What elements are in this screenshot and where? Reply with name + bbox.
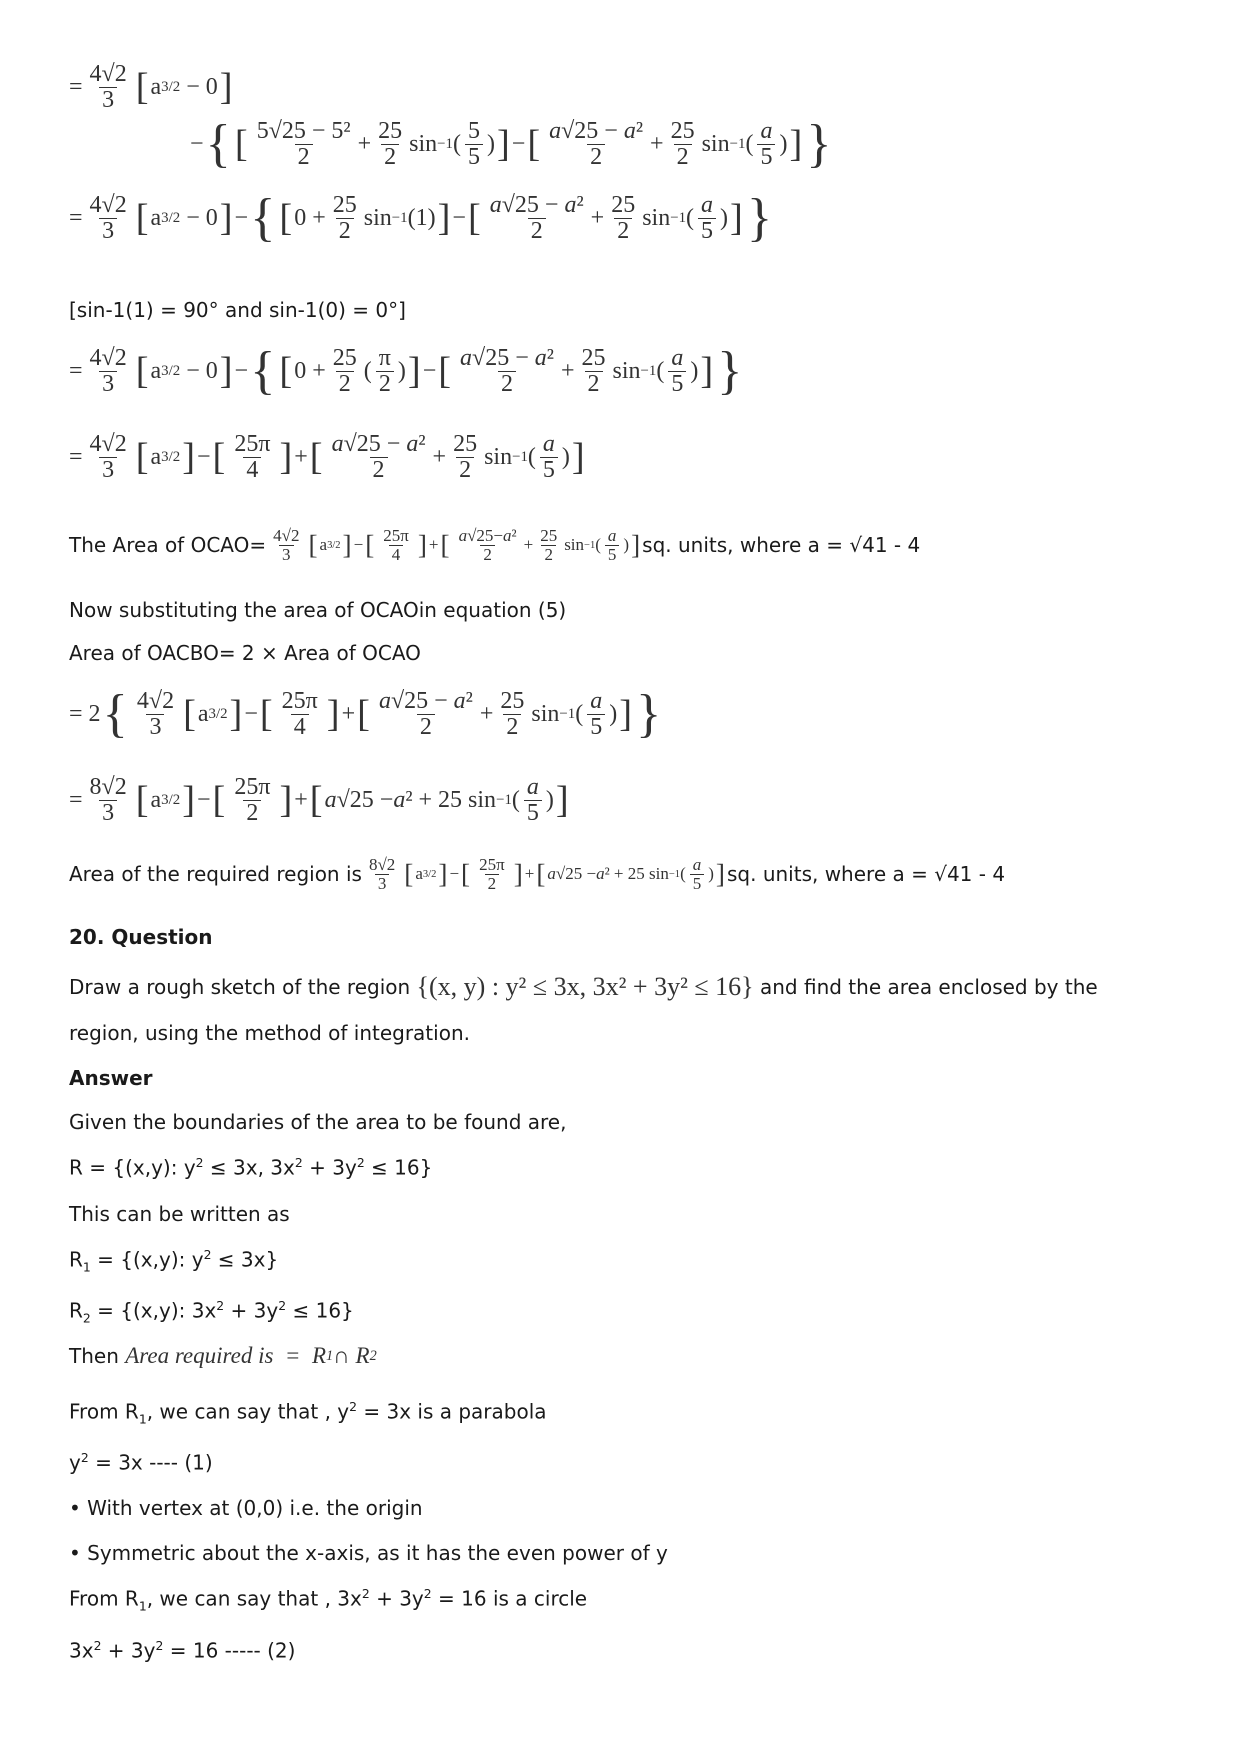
question-heading: [69, 925, 213, 949]
written-as-text: This can be written as: [69, 1202, 290, 1226]
sin-note-text: [sin-1(1) = 90° and sin-1(0) = 0°]: [69, 298, 406, 322]
question-line2-text: region, using the method of integration.: [69, 1021, 470, 1045]
area-oacbo-text: Area of OACBO= 2 × Area of OCAO: [69, 641, 421, 665]
substituting-text: Now substituting the area of OCAOin equation (5): [69, 598, 567, 622]
question-prefix: Draw a rough sketch of the region: [69, 975, 411, 999]
substituting-line: [69, 598, 566, 622]
r1-definition: $R_1 = \{(x,y)$: $y^2 \le 3x$}: [69, 1247, 279, 1275]
required-prefix: Area of the required region is: [69, 862, 362, 887]
bullet-vertex: [69, 1496, 423, 1520]
area-ocao-suffix: sq. units, where a = √41 - 4: [642, 533, 921, 558]
question-line-1: [69, 972, 1098, 1002]
area-ocao-prefix: The Area of OCAO=: [69, 533, 267, 558]
equation-line-3: = $\frac{4√2}{3}$ [ a 3/2 − 0 ] − { [ 0 + $\frac{25}{2}$ ( $\frac{\pi}{2}$ ) ] − [ $\frac{\text{a√25 − a²}}{2}$ + $\frac{25}{2}$ sin −1 ( $\frac{a}{5}$ ) ] }: [69, 342, 743, 400]
then-text: Then: [69, 1344, 119, 1368]
equation-line-2: = $\frac{4√2}{3}$ [ a 3/2 − 0 ] − { [ 0 + $\frac{25}{2}$ sin −1 (1) ] − [ $\frac{\text{a√25 − a²}}{2}$ + $\frac{25}{2}$ sin −1 ( $\frac{a}{5}$ ) ] }: [69, 189, 773, 247]
r2-definition: $R_2 = \{(x,y)$: $3x^2 + 3y^2 \le 16$}: [69, 1298, 354, 1326]
bullet-symmetric-text: • Symmetric about the x-axis, as it has the even power of y: [69, 1541, 668, 1565]
question-line-2: [69, 1021, 470, 1045]
required-formula: $\frac{8√2}{3}$ [ a 3/2 ] − [ $\frac{25\pi}{2}$ ] + [ a √25 − a ² + 25 sin −1 ( $\frac{a}{5}$ ) ]: [368, 855, 725, 893]
required-suffix: sq. units, where a = √41 - 4: [726, 862, 1006, 887]
equation-line-7: = $\frac{8√2}{3}$ [ a 3/2 ] − [ $\frac{25\pi}{2}$ ] + [ a √25 − a ² + 25 sin −1 ( $\frac{a}{5}$ ) ]: [69, 774, 569, 827]
area-ocao-line: [69, 527, 920, 564]
equation-1: $y^2 = 3x$ ---- (1): [69, 1450, 213, 1475]
required-region-line: [69, 856, 1005, 893]
area-ocao-formula: $\frac{4√2}{3}$ [ a 3/2 ] − [ $\frac{25\pi}{4}$ ] + [ $\frac{\text{a√25−a²}}{2}$ + $\frac{25}{2}$ sin −1 ( $\frac{a}{5}$ ) ]: [273, 526, 641, 564]
circle-line: From $R_1$, we can say that , $3x^2 + 3y^2 = 16$ is a circle: [69, 1586, 588, 1614]
area-required-expression: Area required is = R 1 ∩ R 2: [125, 1343, 377, 1368]
written-as-line: [69, 1202, 290, 1226]
equation-line-4: = $\frac{4√2}{3}$ [ a 3/2 ] − [ $\frac{25\pi}{4}$ ] + [ $\frac{\text{a√25 − a²}}{2}$ + $\frac{25}{2}$ sin −1 ( $\frac{a}{5}$ ) ]: [69, 431, 585, 484]
question-suffix: and find the area enclosed by the: [759, 975, 1098, 999]
bullet-symmetric: [69, 1541, 668, 1565]
equation-line-1a: = $\frac{4√2}{3}$ [ a 3/2 − 0 ]: [69, 61, 233, 114]
parabola-line: From $R_1$, we can say that , $y^2 = 3x$ is a parabola: [69, 1399, 547, 1427]
given-line: [69, 1110, 566, 1134]
given-text: Given the boundaries of the area to be found are,: [69, 1110, 567, 1134]
equation-2: $3x^2 + 3y^2 = 16$ ----- (2): [69, 1638, 296, 1663]
answer-heading: [69, 1066, 153, 1090]
then-line: [69, 1343, 377, 1369]
question-heading-text: 20. Question: [69, 925, 213, 949]
area-oacbo-line: [69, 641, 421, 665]
region-set-notation: {(x, y) : y² ≤ 3x, 3x² + 3y² ≤ 16}: [416, 972, 754, 1001]
sin-note: [69, 298, 406, 322]
equation-line-6: = 2 { $\frac{4√2}{3}$ [ a 3/2 ] − [ $\frac{25\pi}{4}$ ] + [ $\frac{\text{a√25 − a²}}{2}$ + $\frac{25}{2}$ sin −1 ( $\frac{a}{5}$ ) ] }: [69, 685, 662, 743]
answer-heading-text: Answer: [69, 1066, 153, 1090]
r-definition: R = {(x,y): $y^2 \le 3x$, $3x^2 + 3y^2 \le 16$}: [69, 1155, 433, 1180]
equation-line-1b: − { [ $\frac{\text{5√25 − 5²}}{2}$ + $\frac{25}{2}$ sin −1 ( $\frac{5}{5}$ ) ] − [ $\frac{\text{a√25 − a²}}{2}$ + $\frac{25}{2}$ sin −1 ( $\frac{a}{5}$ ) ] }: [190, 115, 832, 173]
bullet-vertex-text: • With vertex at (0,0) i.e. the origin: [69, 1496, 423, 1520]
